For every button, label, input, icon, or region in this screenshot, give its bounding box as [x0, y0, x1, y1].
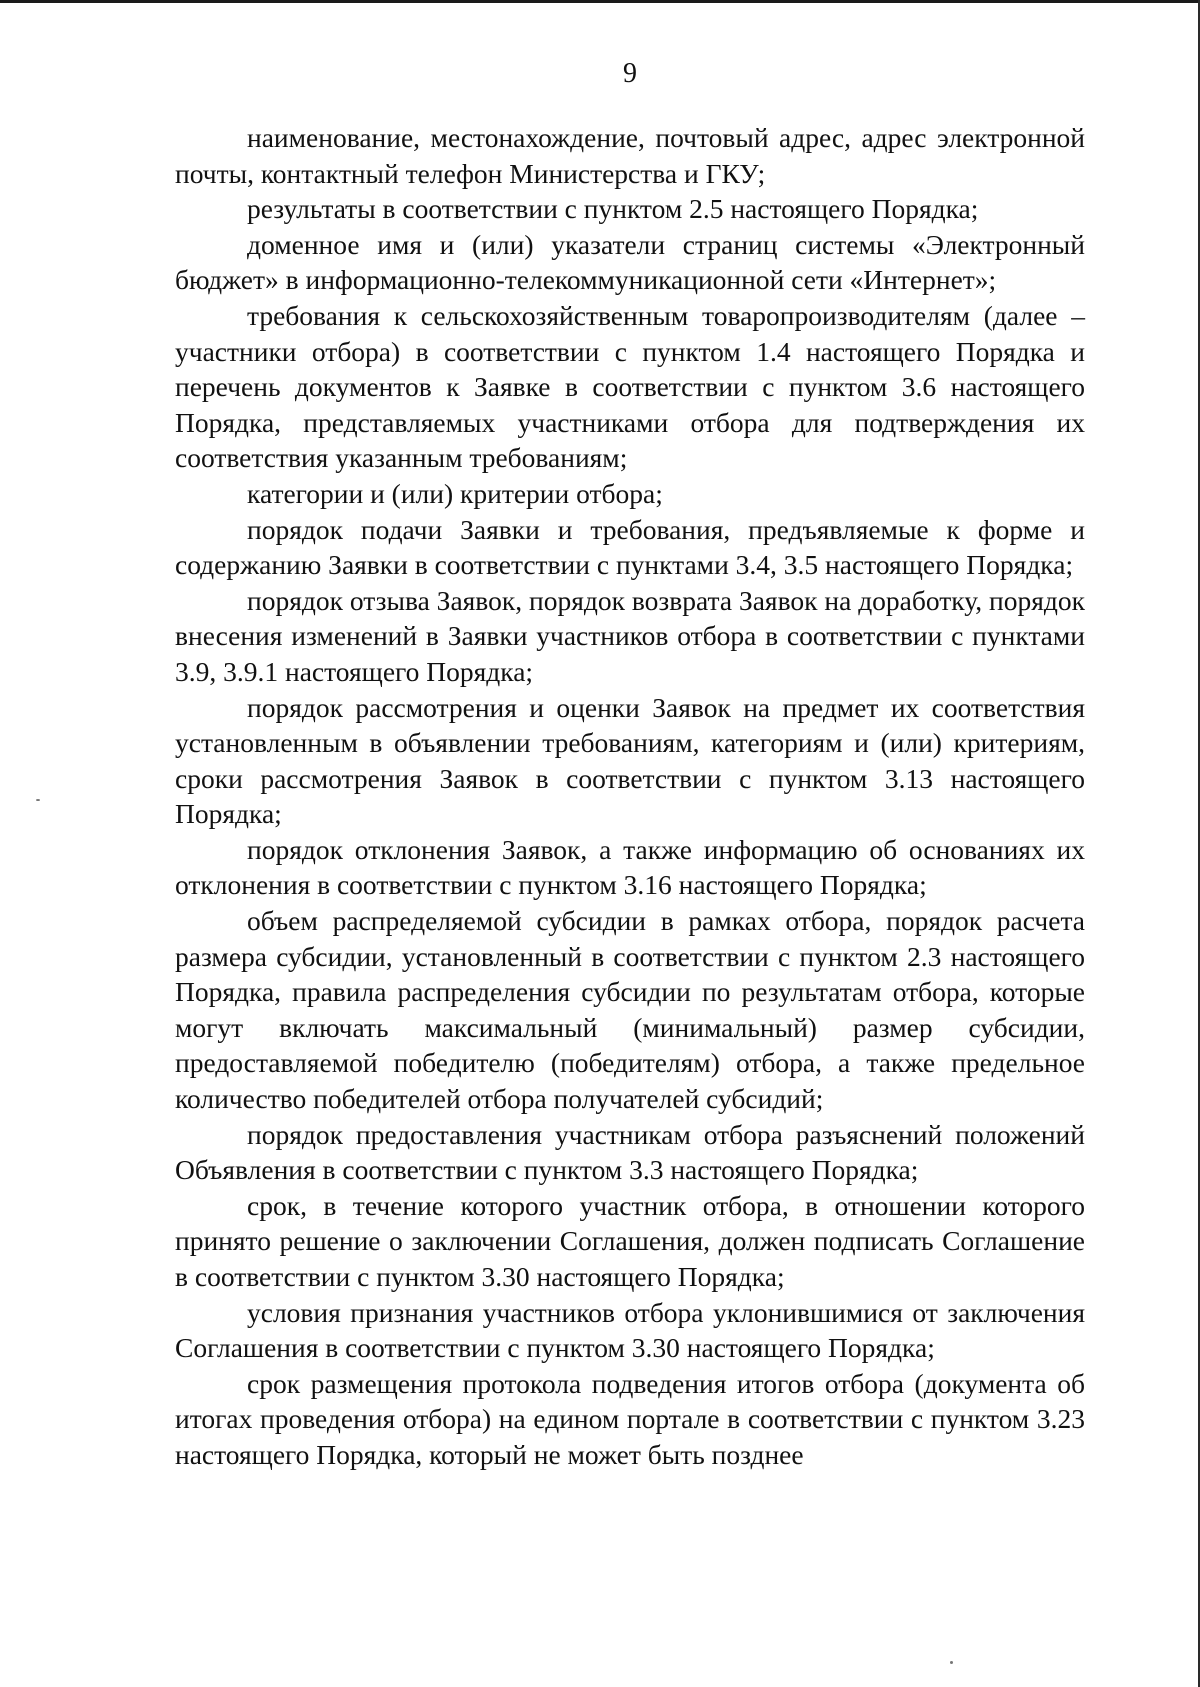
- paragraph: порядок рассмотрения и оценки Заявок на предмет их соответствия установленным в объявлении требованиям, категориям и (или) критериям, сроки рассмотрения Заявок в соответствии с пунктом 3.13 настоящего Порядка;: [175, 691, 1085, 830]
- paragraph: порядок подачи Заявки и требования, предъявляемые к форме и содержанию Заявки в соответствии с пунктами 3.4, 3.5 настоящего Порядка;: [175, 513, 1085, 581]
- paragraph: срок размещения протокола подведения итогов отбора (документа об итогах проведения отбора) на едином портале в соответствии с пунктом 3.23 настоящего Порядка, который не может быть позднее: [175, 1367, 1085, 1470]
- paragraph: срок, в течение которого участник отбора, в отношении которого принято решение о заключении Соглашения, должен подписать Соглашение в соответствии с пунктом 3.30 настоящего Порядка;: [175, 1189, 1085, 1292]
- scan-speck: [950, 1661, 953, 1664]
- paragraph: требования к сельскохозяйственным товаропроизводителям (далее – участники отбора) в соответствии с пунктом 1.4 настоящего Порядка и перечень документов к Заявке в соответствии с пунктом 3.6 настоящего Порядка, представляемых участниками отбора для подтверждения их соответствия указанным требованиям;: [175, 299, 1085, 474]
- scan-speck: [36, 799, 40, 801]
- paragraph: объем распределяемой субсидии в рамках отбора, порядок расчета размера субсидии, установленный в соответствии с пунктом 2.3 настоящего Порядка, правила распределения субсидии по результатам отбора, которые могут включать максимальный (минимальный) размер субсидии, предоставляемой победителю (победителям) отбора, а также предельное количество победителей отбора получателей субсидий;: [175, 905, 1085, 1115]
- paragraph: доменное имя и (или) указатели страниц системы «Электронный бюджет» в информационно-телекоммуникационной сети «Интернет»;: [175, 228, 1085, 296]
- paragraph: результаты в соответствии с пунктом 2.5 настоящего Порядка;: [247, 193, 979, 225]
- paragraph: порядок отзыва Заявок, порядок возврата Заявок на доработку, порядок внесения изменений в Заявки участников отбора в соответствии с пунктами 3.9, 3.9.1 настоящего Порядка;: [175, 584, 1085, 687]
- paragraph: порядок предоставления участникам отбора разъяснений положений Объявления в соответствии с пунктом 3.3 настоящего Порядка;: [175, 1118, 1085, 1186]
- paragraph: категории и (или) критерии отбора;: [247, 477, 663, 509]
- scan-edge-top: [0, 0, 1200, 3]
- document-body: [175, 120, 1085, 1473]
- paragraph: условия признания участников отбора уклонившимися от заключения Соглашения в соответствии с пунктом 3.30 настоящего Порядка;: [175, 1296, 1085, 1364]
- page-number: 9: [623, 58, 637, 89]
- paragraph: порядок отклонения Заявок, а также информацию об основаниях их отклонения в соответствии с пунктом 3.16 настоящего Порядка;: [175, 833, 1085, 901]
- paragraph: наименование, местонахождение, почтовый адрес, адрес электронной почты, контактный телефон Министерства и ГКУ;: [175, 122, 1085, 189]
